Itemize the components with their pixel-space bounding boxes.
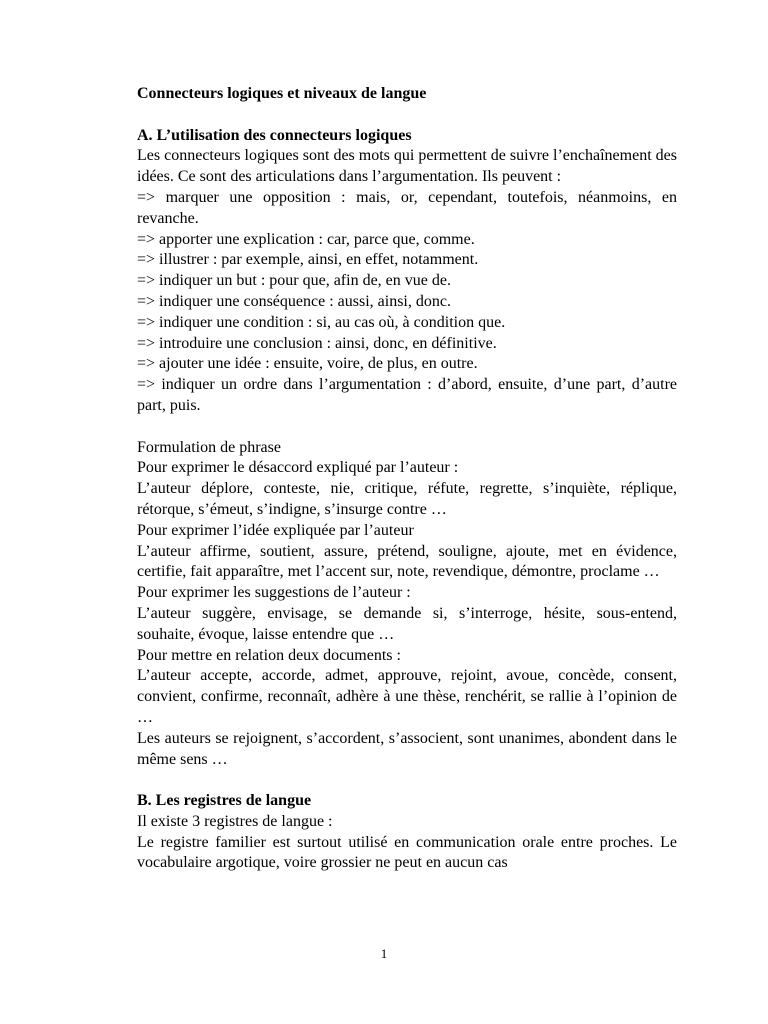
connector-item: => ajouter une idée : ensuite, voire, de plus, en outre. [137, 355, 478, 373]
spacer [137, 417, 677, 438]
page-number: 1 [380, 946, 388, 961]
connector-item: => apporter une explication : car, parce que, comme. [137, 230, 475, 248]
connector-item: => indiquer une conséquence : aussi, ainsi, donc. [137, 292, 451, 310]
connector-item: => indiquer une condition : si, au cas où, à condition que. [137, 313, 506, 331]
connector-item: => indiquer un but : pour que, afin de, en vue de. [137, 272, 451, 290]
formulation-label: Pour mettre en relation deux documents : [137, 646, 401, 664]
section-b-paragraph: Le registre familier est surtout utilisé en communication orale entre proches. Le vocabulaire argotique, voire grossier ne peut en aucun cas [137, 833, 677, 872]
formulation-heading: Formulation de phrase [137, 438, 281, 456]
section-a-intro: Les connecteurs logiques sont des mots qui permettent de suivre l’enchaînement des idées. Ce sont des articulations dans l’argumentation. Ils peuvent : [137, 147, 677, 186]
connector-item: => indiquer un ordre dans l’argumentation : d’abord, ensuite, d’une part, d’autre part, puis. [137, 376, 677, 414]
formulation-text: Les auteurs se rejoignent, s’accordent, s’associent, sont unanimes, abondent dans le même sens … [137, 729, 677, 768]
formulation-text: L’auteur suggère, envisage, se demande si, s’interroge, hésite, sous-entend, souhaite, évoque, laisse entendre que … [137, 604, 677, 643]
spacer [137, 770, 677, 791]
connector-item: => introduire une conclusion : ainsi, donc, en définitive. [137, 334, 497, 352]
connector-item: => marquer une opposition : mais, or, cependant, toutefois, néanmoins, en revanche. [137, 188, 677, 227]
formulation-label: Pour exprimer l’idée expliquée par l’auteur [137, 521, 414, 539]
formulation-text: L’auteur affirme, soutient, assure, prétend, souligne, ajoute, met en évidence, certifie, fait apparaître, met l’accent sur, note, revendique, démontre, proclame … [137, 542, 677, 581]
section-b-heading: B. Les registres de langue [137, 792, 312, 810]
connector-item: => illustrer : par exemple, ainsi, en effet, notamment. [137, 251, 479, 269]
formulation-text: L’auteur accepte, accorde, admet, approuve, rejoint, avoue, concède, consent, convient, confirme, reconnaît, adhère à une thèse, renchérit, se rallie à l’opinion de … [137, 667, 677, 726]
formulation-text: L’auteur déplore, conteste, nie, critique, réfute, regrette, s’inquiète, réplique, rétorque, s’émeut, s’indigne, s’insurge contre … [137, 480, 677, 518]
document-title: Connecteurs logiques et niveaux de langue [137, 85, 427, 102]
section-b-intro: Il existe 3 registres de langue : [137, 812, 333, 830]
formulation-label: Pour exprimer les suggestions de l’auteur : [137, 584, 411, 602]
section-a-heading: A. L’utilisation des connecteurs logiques [137, 126, 412, 144]
formulation-label: Pour exprimer le désaccord expliqué par l’auteur : [137, 459, 459, 477]
page-content [137, 84, 677, 874]
